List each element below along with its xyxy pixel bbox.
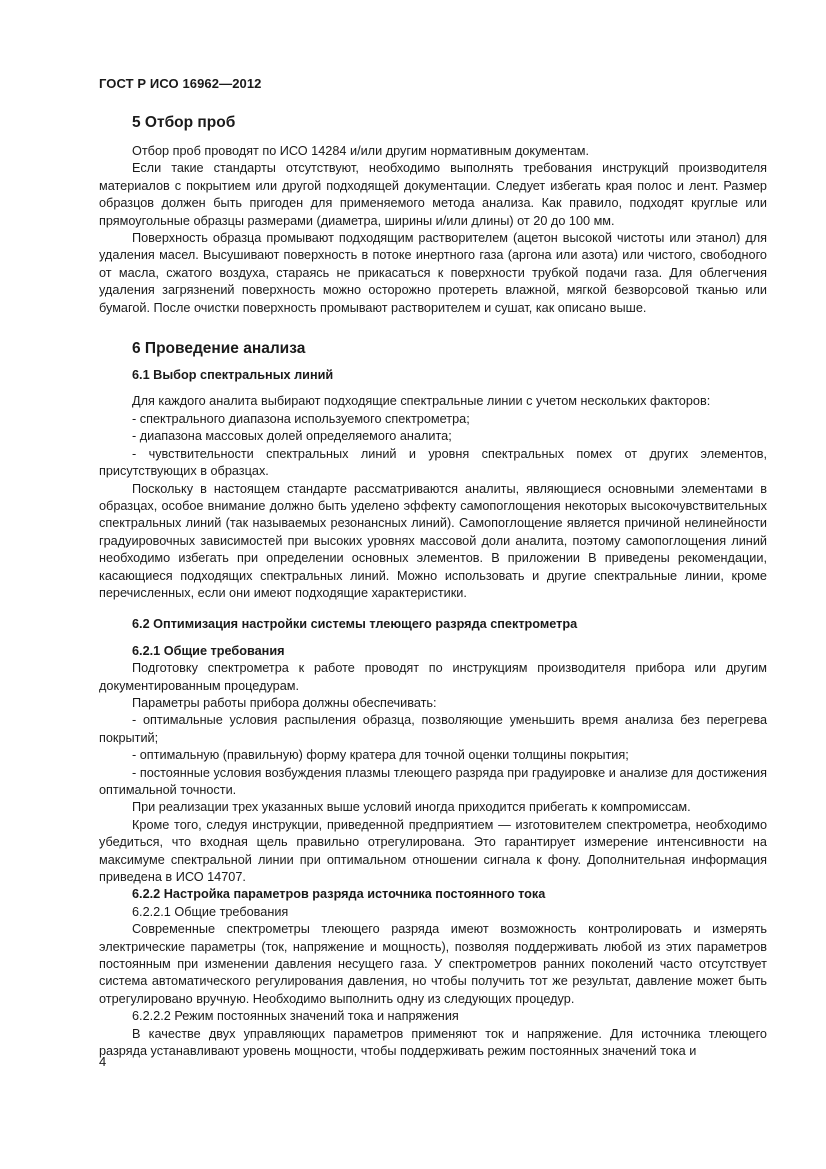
document-header: ГОСТ Р ИСО 16962—2012 <box>99 76 262 91</box>
section-6-2-2-1-title: 6.2.2.1 Общие требования <box>132 904 289 919</box>
section-6-2-2-title: 6.2.2 Настройка параметров разряда источника постоянного тока <box>132 887 546 902</box>
section-6-2-1-paragraph-1: Подготовку спектрометра к работе проводят по инструкциям производителя прибора или другим документированным процедурам. <box>99 661 767 693</box>
section-5-paragraph-3: Поверхность образца промывают подходящим растворителем (ацетон высокой чистоты или этанол) для удаления масел. Высушивают поверхность в потоке инертного газа (аргона или азота) или чистого, свободного от масла, сжатого воздуха, стараясь не прикасаться к поверхности трубкой подачи газа. Для облегчения удаления загрязнений поверхность можно осторожно протереть влажной, мягкой безворсовой тканью или бумагой. После очистки поверхность промывают растворителем и сушат, как описано выше. <box>99 231 767 315</box>
section-5-paragraph-2: Если такие стандарты отсутствуют, необходимо выполнять требования инструкций производителя материалов с покрытием или другой подходящей документации. Следует избегать края полос и лент. Размер образцов должен быть пригоден для применяемого метода анализа. Как правило, подходят круглые или прямоугольные образцы размерами (диаметра, ширины и/или длины) от 20 до 100 мм. <box>99 161 767 228</box>
section-6-1-paragraph-2: Поскольку в настоящем стандарте рассматриваются аналиты, являющиеся основными элементами в образцах, особое внимание должно быть уделено эффекту самопоглощения некоторых высокочувствительных спектральных линий (так называемых резонансных линий). Самопоглощение является причиной нелинейности градуировочных зависимостей при высоких уровнях массовой доли аналита, поэтому самопоглощения линий необходимо избегать при определении основных элементов. В приложении В приведены рекомендации, касающиеся подходящих спектральных линий. Можно использовать и другие спектральные линии, кроме перечисленных, если они имеют подходящие характеристики. <box>99 481 767 600</box>
section-6-2-title: 6.2 Оптимизация настройки системы тлеющего разряда спектрометра <box>132 617 578 632</box>
section-6-1-list-item-2: - диапазона массовых долей определяемого аналита; <box>132 429 452 444</box>
section-6-2-1-title: 6.2.1 Общие требования <box>132 643 285 658</box>
section-6-title: 6 Проведение анализа <box>132 340 306 358</box>
section-6-2-2-2-title: 6.2.2.2 Режим постоянных значений тока и напряжения <box>132 1009 459 1024</box>
section-6-2-2-1-paragraph-1: Современные спектрометры тлеющего разряда имеют возможность контролировать и измерять электрические параметры (ток, напряжение и мощность), позволяя поддерживать любой из этих параметров постоянным при изменении давления несущего газа. У спектрометров ранних поколений часто отсутствует система автоматического регулирования давления, но чтобы получить тот же результат, давление может быть отрегулировано вручную. Необходимо выполнить одну из следующих процедур. <box>99 922 767 1006</box>
section-6-1-list-item-3: - чувствительности спектральных линий и уровня спектральных помех от других элементов, присутствующих в образцах. <box>99 446 767 479</box>
section-6-2-1-list-item-1: - оптимальные условия распыления образца, позволяющие уменьшить время анализа без перегрева покрытий; <box>99 713 767 745</box>
section-6-2-1-paragraph-2: Параметры работы прибора должны обеспечивать: <box>132 695 437 710</box>
page-content <box>99 113 767 1061</box>
section-6-1-title: 6.1 Выбор спектральных линий <box>132 368 334 383</box>
section-6-2-1-list-item-3: - постоянные условия возбуждения плазмы тлеющего разряда при градуировке и анализе для достижения оптимальной точности. <box>99 765 767 797</box>
section-5-paragraph-1: Отбор проб проводят по ИСО 14284 и/или другим нормативным документам. <box>132 144 590 158</box>
section-6-1-list-item-1: - спектрального диапазона используемого спектрометра; <box>132 411 470 426</box>
section-6-1-paragraph-1: Для каждого аналита выбирают подходящие спектральные линии с учетом нескольких факторов: <box>132 394 711 409</box>
section-6-2-1-paragraph-4: Кроме того, следуя инструкции, приведенной предприятием — изготовителем спектрометра, необходимо убедиться, что входная щель правильно отрегулирована. Это гарантирует измерение интенсивности на максимуме спектральной линии при оптимальном отношении сигнала к фону. Дополнительная информация приведена в ИСО 14707. <box>99 817 767 885</box>
section-5-title: 5 Отбор проб <box>132 114 236 131</box>
section-6-2-1-list-item-2: - оптимальную (правильную) форму кратера для точной оценки толщины покрытия; <box>132 748 629 763</box>
page-number: 4 <box>99 1054 107 1069</box>
section-6-2-1-paragraph-3: При реализации трех указанных выше условий иногда приходится прибегать к компромиссам. <box>132 800 691 815</box>
section-6-2-2-2-paragraph-1: В качестве двух управляющих параметров применяют ток и напряжение. Для источника тлеющего разряда устанавливают уровень мощности, чтобы поддерживать режим постоянных значений тока и <box>99 1026 767 1059</box>
